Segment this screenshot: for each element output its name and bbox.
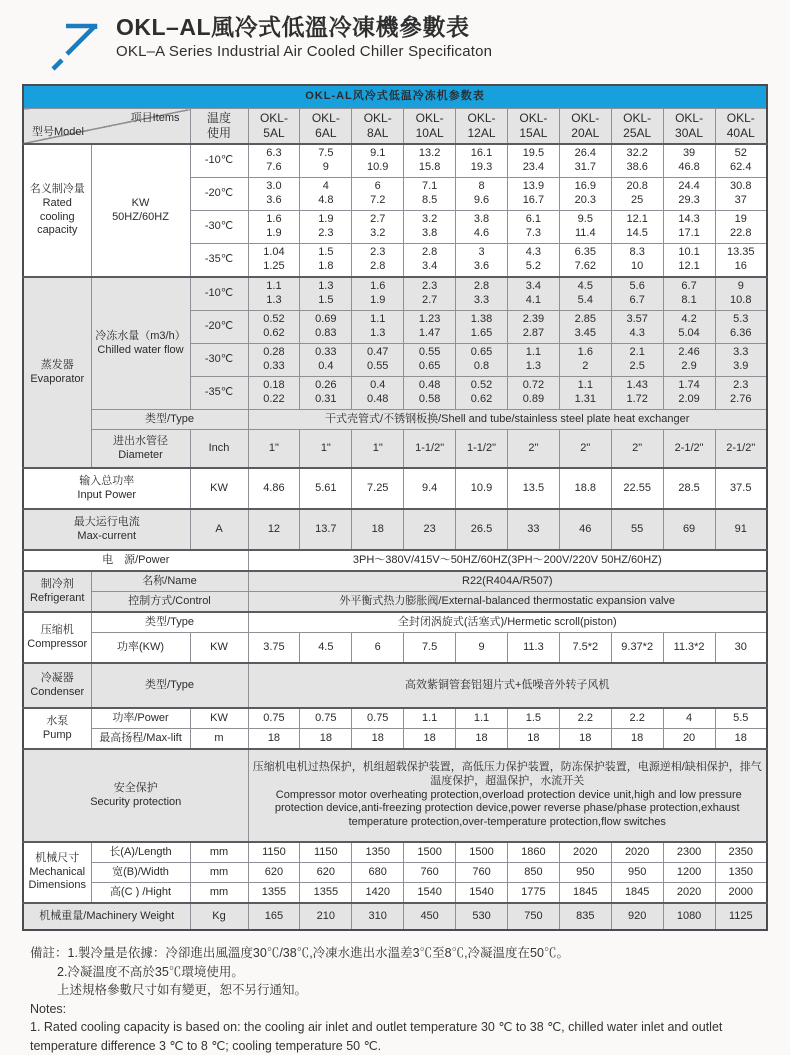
value-cell: 1.9 2.3 (300, 211, 352, 244)
value-cell: 3.57 4.3 (611, 311, 663, 344)
unit-cell: mm (190, 883, 248, 904)
temp-cell: -20℃ (190, 178, 248, 211)
value-cell: 165 (248, 903, 300, 930)
value-cell: 680 (352, 863, 404, 883)
value-cell: 18 (559, 729, 611, 750)
unit-cell: mm (190, 842, 248, 863)
value-cell: 4.5 5.4 (559, 277, 611, 311)
value-cell: 11.3*2 (663, 633, 715, 664)
value-cell: 1500 (456, 842, 508, 863)
value-cell: 18 (352, 509, 404, 550)
section-label-evaporator: 蒸发器 Evaporator (23, 277, 91, 468)
value-cell: 24.4 29.3 (663, 178, 715, 211)
value-cell: 18 (611, 729, 663, 750)
value-cell: 1.6 2 (559, 344, 611, 377)
value-cell: 1.5 (507, 708, 559, 729)
value-cell: 7.5 (404, 633, 456, 664)
row-label-machinery-weight: 机械重量/Machinery Weight (23, 903, 190, 930)
value-cell: 0.65 0.8 (456, 344, 508, 377)
value-cell: 1" (300, 430, 352, 469)
value-cell: 2-1/2" (663, 430, 715, 469)
value-cell: 950 (559, 863, 611, 883)
row-label-diameter: 进出水管径 Diameter (91, 430, 190, 469)
value-cell: 6 7.2 (352, 178, 404, 211)
security-protection-text: 压缩机电机过热保护，机组超载保护装置，高低压力保护装置，防冻保护装置，电源逆相/缺相保护，排气温度保护，超温保护，水流开关 Compressor motor overheating protection,overload protection device unit,high and low pressure protection device,anti-freezing protection device,power reverse phase/phase protection,exhaust temperature protection,over-temperature protection,flow switches (248, 749, 767, 842)
model-header-cell: OKL- 15AL (507, 109, 559, 145)
value-cell: 3.4 4.1 (507, 277, 559, 311)
value-cell: 1355 (300, 883, 352, 904)
value-cell: 1775 (507, 883, 559, 904)
value-cell: 16.9 20.3 (559, 178, 611, 211)
value-cell: 2000 (715, 883, 767, 904)
model-label: 型号Model (32, 126, 84, 139)
page-title: OKL–AL風冷式低溫冷凍機參數表 (116, 14, 470, 40)
value-cell: 18.8 (559, 468, 611, 509)
row-label-chilled-water-flow: 冷冻水量（m3/h） Chilled water flow (91, 277, 190, 410)
section-label-security: 安全保护 Security protection (23, 749, 248, 842)
unit-cell: m (190, 729, 248, 750)
value-cell: 7.1 8.5 (404, 178, 456, 211)
unit-cell: A (190, 509, 248, 550)
value-cell: 1845 (611, 883, 663, 904)
value-cell: 52 62.4 (715, 144, 767, 178)
value-cell: 55 (611, 509, 663, 550)
section-label-compressor: 压缩机 Compressor (23, 612, 91, 663)
value-cell: 1080 (663, 903, 715, 930)
value-cell: 0.33 0.4 (300, 344, 352, 377)
value-cell: 2020 (611, 842, 663, 863)
value-cell: 1.1 (456, 708, 508, 729)
value-cell: 1" (248, 430, 300, 469)
value-cell: 13.7 (300, 509, 352, 550)
value-cell: 1.74 2.09 (663, 377, 715, 410)
value-cell: 0.52 0.62 (456, 377, 508, 410)
value-cell: 26.5 (456, 509, 508, 550)
span-value-compressor-type: 全封闭涡旋式(活塞式)/Hermetic scroll(piston) (248, 612, 767, 633)
notes-block (30, 944, 790, 1055)
value-cell: 30.8 37 (715, 178, 767, 211)
value-cell: 2.39 2.87 (507, 311, 559, 344)
spec-table (22, 84, 768, 931)
note-zh-2: 2.冷凝溫度不高於35℃環境使用。 (57, 964, 244, 979)
value-cell: 8.3 10 (611, 244, 663, 278)
value-cell: 850 (507, 863, 559, 883)
value-cell: 760 (404, 863, 456, 883)
value-cell: 18 (507, 729, 559, 750)
value-cell: 1.6 1.9 (248, 211, 300, 244)
model-header-cell: OKL- 10AL (404, 109, 456, 145)
value-cell: 1.1 1.3 (507, 344, 559, 377)
value-cell: 2.2 (611, 708, 663, 729)
temp-cell: -35℃ (190, 244, 248, 278)
span-value-refrigerant-name: R22(R404A/R507) (248, 571, 767, 592)
unit-cell: KW (190, 633, 248, 664)
title-block (116, 14, 492, 60)
value-cell: 0.75 (300, 708, 352, 729)
value-cell: 10.9 (456, 468, 508, 509)
value-cell: 950 (611, 863, 663, 883)
model-header-cell: OKL- 8AL (352, 109, 404, 145)
value-cell: 0.55 0.65 (404, 344, 456, 377)
value-cell: 6.3 7.6 (248, 144, 300, 178)
value-cell: 1.3 1.5 (300, 277, 352, 311)
value-cell: 920 (611, 903, 663, 930)
row-label-input-power: 输入总功率 Input Power (23, 468, 190, 509)
row-label-compressor-power: 功率(KW) (91, 633, 190, 664)
row-label-refrigerant-control: 控制方式/Control (91, 592, 248, 613)
page-header (0, 0, 790, 74)
value-cell: 835 (559, 903, 611, 930)
value-cell: 9 10.8 (715, 277, 767, 311)
unit-cell: mm (190, 863, 248, 883)
value-cell: 1540 (456, 883, 508, 904)
value-cell: 2.3 2.7 (404, 277, 456, 311)
value-cell: 5.6 6.7 (611, 277, 663, 311)
unit-cell: Kg (190, 903, 248, 930)
value-cell: 2" (507, 430, 559, 469)
value-cell: 1.43 1.72 (611, 377, 663, 410)
value-cell: 760 (456, 863, 508, 883)
row-label-max-lift: 最高扬程/Max-lift (91, 729, 190, 750)
value-cell: 7.5*2 (559, 633, 611, 664)
temp-cell: -30℃ (190, 211, 248, 244)
model-header-cell: OKL- 25AL (611, 109, 663, 145)
value-cell: 19.5 23.4 (507, 144, 559, 178)
value-cell: 3.8 4.6 (456, 211, 508, 244)
span-value-condenser-type: 高效紫铜管套铝翅片式+低噪音外转子风机 (248, 663, 767, 708)
model-header-cell: OKL- 12AL (456, 109, 508, 145)
value-cell: 2.8 3.4 (404, 244, 456, 278)
value-cell: 0.52 0.62 (248, 311, 300, 344)
value-cell: 1-1/2" (404, 430, 456, 469)
note-en-heading: Notes: (30, 1001, 67, 1016)
value-cell: 3.3 3.9 (715, 344, 767, 377)
value-cell: 16.1 19.3 (456, 144, 508, 178)
value-cell: 33 (507, 509, 559, 550)
value-cell: 6.35 7.62 (559, 244, 611, 278)
value-cell: 5.5 (715, 708, 767, 729)
value-cell: 6.1 7.3 (507, 211, 559, 244)
span-value-refrigerant-control: 外平衡式热力膨胀阀/External-balanced thermostatic expansion valve (248, 592, 767, 613)
value-cell: 91 (715, 509, 767, 550)
value-cell: 32.2 38.6 (611, 144, 663, 178)
value-cell: 210 (300, 903, 352, 930)
temp-cell: -35℃ (190, 377, 248, 410)
value-cell: 30 (715, 633, 767, 664)
value-cell: 20 (663, 729, 715, 750)
value-cell: 7.25 (352, 468, 404, 509)
row-label-compressor-type: 类型/Type (91, 612, 248, 633)
value-cell: 3.2 3.8 (404, 211, 456, 244)
unit-cell: KW (190, 708, 248, 729)
value-cell: 1.38 1.65 (456, 311, 508, 344)
value-cell: 3.0 3.6 (248, 178, 300, 211)
value-cell: 1.1 1.31 (559, 377, 611, 410)
value-cell: 13.2 15.8 (404, 144, 456, 178)
temp-cell: -20℃ (190, 311, 248, 344)
value-cell: 750 (507, 903, 559, 930)
value-cell: 0.75 (352, 708, 404, 729)
value-cell: 450 (404, 903, 456, 930)
value-cell: 18 (456, 729, 508, 750)
value-cell: 20.8 25 (611, 178, 663, 211)
value-cell: 530 (456, 903, 508, 930)
row-label-evaporator-type: 类型/Type (91, 410, 248, 430)
temp-header-cell: 温度 使用 (190, 109, 248, 145)
temp-cell: -30℃ (190, 344, 248, 377)
row-label-dimension: 宽(B)/Width (91, 863, 190, 883)
value-cell: 4.2 5.04 (663, 311, 715, 344)
row-label-condenser-type: 类型/Type (91, 663, 248, 708)
value-cell: 1125 (715, 903, 767, 930)
section-label-dimensions: 机械尺寸 Mechanical Dimensions (23, 842, 91, 903)
value-cell: 0.72 0.89 (507, 377, 559, 410)
value-cell: 28.5 (663, 468, 715, 509)
value-cell: 1" (352, 430, 404, 469)
note-en-1: 1. Rated cooling capacity is based on: the cooling air inlet and outlet temperature 30 ℃ to 38 ℃, chilled water inlet and outlet temperature difference 3 ℃ to 8 ℃; cooling temperature 50 ℃. (30, 1020, 723, 1053)
value-cell: 0.69 0.83 (300, 311, 352, 344)
temp-cell: -10℃ (190, 277, 248, 311)
value-cell: 2.46 2.9 (663, 344, 715, 377)
value-cell: 1.5 1.8 (300, 244, 352, 278)
row-label-dimension: 高(C ) /Hight (91, 883, 190, 904)
value-cell: 2350 (715, 842, 767, 863)
value-cell: 9.1 10.9 (352, 144, 404, 178)
unit-cell: KW 50HZ/60HZ (91, 144, 190, 277)
value-cell: 14.3 17.1 (663, 211, 715, 244)
row-label-dimension: 长(A)/Length (91, 842, 190, 863)
span-value-evaporator-type: 干式壳管式/不锈钢板换/Shell and tube/stainless steel plate heat exchanger (248, 410, 767, 430)
model-header-cell: OKL- 6AL (300, 109, 352, 145)
value-cell: 2.2 (559, 708, 611, 729)
row-label-power-supply: 电 源/Power (23, 550, 248, 571)
value-cell: 1.23 1.47 (404, 311, 456, 344)
section-label-pump: 水泵 Pump (23, 708, 91, 749)
row-label-max-current: 最大运行电流 Max-current (23, 509, 190, 550)
value-cell: 6.7 8.1 (663, 277, 715, 311)
value-cell: 18 (404, 729, 456, 750)
table-banner-title: OKL-AL风冷式低温冷冻机参数表 (23, 85, 767, 109)
value-cell: 1200 (663, 863, 715, 883)
value-cell: 1500 (404, 842, 456, 863)
value-cell: 620 (248, 863, 300, 883)
row-label-refrigerant-name: 名称/Name (91, 571, 248, 592)
value-cell: 11.3 (507, 633, 559, 664)
temp-cell: -10℃ (190, 144, 248, 178)
value-cell: 13.5 (507, 468, 559, 509)
arrow-up-right-icon (50, 16, 104, 74)
value-cell: 2-1/2" (715, 430, 767, 469)
value-cell: 0.18 0.22 (248, 377, 300, 410)
items-label: 项目Items (130, 112, 180, 124)
value-cell: 1.1 1.3 (248, 277, 300, 311)
value-cell: 13.35 16 (715, 244, 767, 278)
value-cell: 39 46.8 (663, 144, 715, 178)
value-cell: 19 22.8 (715, 211, 767, 244)
value-cell: 2300 (663, 842, 715, 863)
value-cell: 6 (352, 633, 404, 664)
value-cell: 4.5 (300, 633, 352, 664)
value-cell: 12 (248, 509, 300, 550)
value-cell: 2020 (663, 883, 715, 904)
value-cell: 0.47 0.55 (352, 344, 404, 377)
value-cell: 26.4 31.7 (559, 144, 611, 178)
value-cell: 23 (404, 509, 456, 550)
value-cell: 2.1 2.5 (611, 344, 663, 377)
value-cell: 10.1 12.1 (663, 244, 715, 278)
value-cell: 310 (352, 903, 404, 930)
section-label-refrigerant: 制冷剂 Refrigerant (23, 571, 91, 612)
value-cell: 1350 (715, 863, 767, 883)
value-cell: 2.3 2.76 (715, 377, 767, 410)
value-cell: 37.5 (715, 468, 767, 509)
unit-cell: KW (190, 468, 248, 509)
value-cell: 0.26 0.31 (300, 377, 352, 410)
value-cell: 1.6 1.9 (352, 277, 404, 311)
value-cell: 4.86 (248, 468, 300, 509)
value-cell: 2.8 3.3 (456, 277, 508, 311)
value-cell: 2.3 2.8 (352, 244, 404, 278)
value-cell: 8 9.6 (456, 178, 508, 211)
corner-cell (23, 109, 190, 145)
page-subtitle: OKL–A Series Industrial Air Cooled Chiller Specificaton (116, 43, 493, 61)
value-cell: 1860 (507, 842, 559, 863)
value-cell: 0.48 0.58 (404, 377, 456, 410)
value-cell: 0.28 0.33 (248, 344, 300, 377)
value-cell: 1420 (352, 883, 404, 904)
value-cell: 22.55 (611, 468, 663, 509)
value-cell: 620 (300, 863, 352, 883)
note-zh-1: 備註：1.製冷量是依據：冷卻進出風溫度30℃/38℃,冷凍水進出水溫差3℃至8℃,冷凝溫度在50℃。 (30, 946, 569, 960)
value-cell: 0.4 0.48 (352, 377, 404, 410)
model-header-cell: OKL- 20AL (559, 109, 611, 145)
value-cell: 3 3.6 (456, 244, 508, 278)
value-cell: 1540 (404, 883, 456, 904)
value-cell: 2.7 3.2 (352, 211, 404, 244)
model-header-cell: OKL- 5AL (248, 109, 300, 145)
value-cell: 4 4.8 (300, 178, 352, 211)
value-cell: 5.3 6.36 (715, 311, 767, 344)
value-cell: 5.61 (300, 468, 352, 509)
value-cell: 1150 (300, 842, 352, 863)
model-header-cell: OKL- 30AL (663, 109, 715, 145)
value-cell: 46 (559, 509, 611, 550)
value-cell: 9.37*2 (611, 633, 663, 664)
value-cell: 9.4 (404, 468, 456, 509)
value-cell: 1.04 1.25 (248, 244, 300, 278)
value-cell: 2" (559, 430, 611, 469)
value-cell: 69 (663, 509, 715, 550)
value-cell: 1.1 (404, 708, 456, 729)
value-cell: 4.3 5.2 (507, 244, 559, 278)
value-cell: 18 (300, 729, 352, 750)
value-cell: 2" (611, 430, 663, 469)
value-cell: 1350 (352, 842, 404, 863)
value-cell: 9 (456, 633, 508, 664)
row-label-pump-power: 功率/Power (91, 708, 190, 729)
value-cell: 2.85 3.45 (559, 311, 611, 344)
value-cell: 1.1 1.3 (352, 311, 404, 344)
section-label-condenser: 冷凝器 Condenser (23, 663, 91, 708)
value-cell: 0.75 (248, 708, 300, 729)
value-cell: 1-1/2" (456, 430, 508, 469)
unit-cell: Inch (190, 430, 248, 469)
model-header-cell: OKL- 40AL (715, 109, 767, 145)
value-cell: 9.5 11.4 (559, 211, 611, 244)
value-cell: 13.9 16.7 (507, 178, 559, 211)
value-cell: 2020 (559, 842, 611, 863)
value-cell: 1845 (559, 883, 611, 904)
value-cell: 18 (248, 729, 300, 750)
value-cell: 7.5 9 (300, 144, 352, 178)
value-cell: 4 (663, 708, 715, 729)
note-zh-3: 上述規格參數尺寸如有變更，恕不另行通知。 (57, 983, 308, 997)
section-label-rated-cooling: 名义制冷量 Rated cooling capacity (23, 144, 91, 277)
span-value-power-supply: 3PH～380V/415V～50HZ/60HZ(3PH～200V/220V 50HZ/60HZ) (248, 550, 767, 571)
value-cell: 12.1 14.5 (611, 211, 663, 244)
value-cell: 18 (715, 729, 767, 750)
value-cell: 1150 (248, 842, 300, 863)
value-cell: 3.75 (248, 633, 300, 664)
value-cell: 1355 (248, 883, 300, 904)
value-cell: 18 (352, 729, 404, 750)
